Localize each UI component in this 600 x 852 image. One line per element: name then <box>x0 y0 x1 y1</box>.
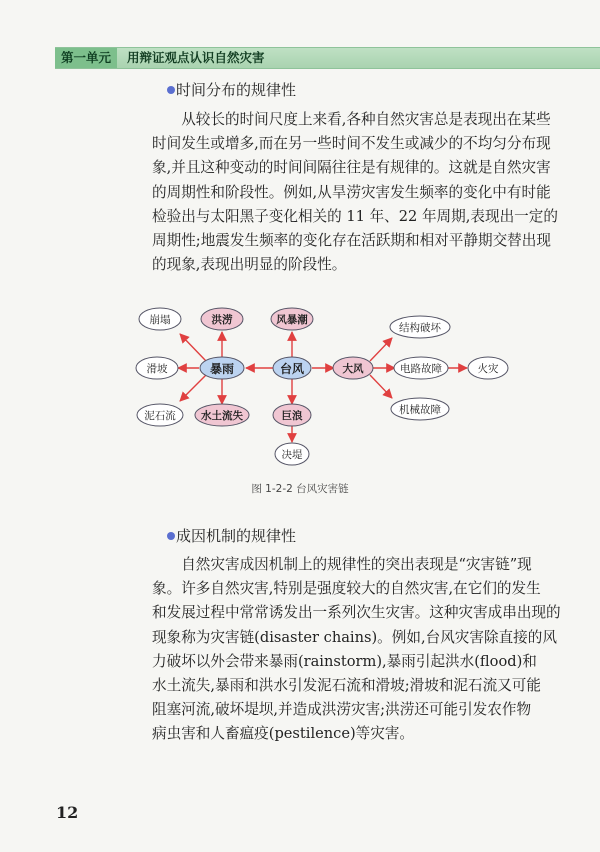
node-big-wave <box>273 404 311 426</box>
node-typhoon <box>273 357 311 379</box>
node-label: 大风 <box>342 363 364 375</box>
arrow-rainstorm-mudflow <box>180 375 206 401</box>
node-label: 崩塌 <box>149 314 171 326</box>
text-line: 水土流失,暴雨和洪水引发泥石流和滑坡;滑坡和泥石流又可能 <box>152 677 541 695</box>
text-line: 和发展过程中常常诱发出一系列次生灾害。这种灾害成串出现的 <box>152 604 561 622</box>
text-line: 的现象,表现出明显的阶段性。 <box>152 256 347 274</box>
text-line: 象。许多自然灾害,特别是强度较大的自然灾害,在它们的发生 <box>152 580 541 598</box>
node-dike-break <box>275 443 309 465</box>
arrow-gale-machine <box>370 375 392 398</box>
text-line: 自然灾害成因机制上的规律性的突出表现是“灾害链”现 <box>181 556 532 573</box>
text-line: 周期性;地震发生频率的变化存在活跃期和相对平静期交替出现 <box>152 232 551 250</box>
text-line: 阻塞河流,破坏堤坝,并造成洪涝灾害;洪涝还可能引发农作物 <box>152 701 532 719</box>
node-label: 滑坡 <box>146 363 168 375</box>
text-line: 病虫害和人畜瘟疫(pestilence)等灾害。 <box>152 725 415 743</box>
figure-caption: 图 1-2-2 台风灾害链 <box>251 483 349 495</box>
node-machine-fault <box>391 398 449 420</box>
node-label: 暴雨 <box>209 362 235 376</box>
node-fire <box>468 357 508 379</box>
node-label: 结构破坏 <box>399 322 441 334</box>
chapter-title: 用辩证观点认识自然灾害 <box>127 50 265 65</box>
node-label: 巨浪 <box>281 410 303 422</box>
node-label: 电路故障 <box>400 363 442 375</box>
node-label: 风暴潮 <box>276 314 308 326</box>
text-line: 的周期性和阶段性。例如,从旱涝灾害发生频率的变化中有时能 <box>152 183 551 201</box>
node-label: 台风 <box>279 362 305 376</box>
node-storm-surge <box>271 308 313 330</box>
node-rainstorm <box>200 357 244 379</box>
paragraph-time-distribution <box>152 108 572 277</box>
paragraph-disaster-chain <box>152 553 572 747</box>
text-line: 从较长的时间尺度上来看,各种自然灾害总是表现出在某些 <box>181 111 551 128</box>
node-gale <box>333 357 373 379</box>
node-label: 水土流失 <box>201 410 243 422</box>
text-line: 检验出与太阳黑子变化相关的 11 年、22 年周期,表现出一定的 <box>152 207 558 225</box>
unit-label: 第一单元 <box>55 48 117 68</box>
node-label: 决堤 <box>281 449 303 461</box>
arrow-rainstorm-collapse <box>180 334 206 361</box>
text-line: 力破坏以外会带来暴雨(rainstorm),暴雨引起洪水(flood)和 <box>152 652 537 670</box>
node-label: 洪涝 <box>211 314 233 326</box>
node-collapse <box>139 308 181 330</box>
text-line: 现象称为灾害链(disaster chains)。例如,台风灾害除直接的风 <box>152 628 557 646</box>
node-soil-erosion <box>195 404 249 426</box>
section-heading-time: 时间分布的规律性 <box>176 81 297 99</box>
node-flood <box>201 308 243 330</box>
page-number: 12 <box>56 803 79 822</box>
text-line: 象,并且这种变动的时间间隔往往是有规律的。这就是自然灾害 <box>152 159 551 177</box>
node-landslide <box>136 357 178 379</box>
node-circuit-fault <box>394 357 448 379</box>
bullet-icon <box>167 532 175 540</box>
node-mudflow <box>137 404 183 426</box>
arrow-gale-structure <box>370 338 392 361</box>
node-label: 机械故障 <box>399 404 441 416</box>
node-label: 火灾 <box>477 363 499 375</box>
text-line: 时间发生或增多,而在另一些时间不发生或减少的不均匀分布现 <box>152 135 551 153</box>
node-structure-damage <box>390 316 450 338</box>
chapter-header <box>55 47 600 69</box>
section-heading-mechanism: 成因机制的规律性 <box>176 527 297 545</box>
node-label: 泥石流 <box>144 410 176 422</box>
bullet-icon <box>167 86 175 94</box>
typhoon-disaster-chain-diagram <box>0 290 600 475</box>
